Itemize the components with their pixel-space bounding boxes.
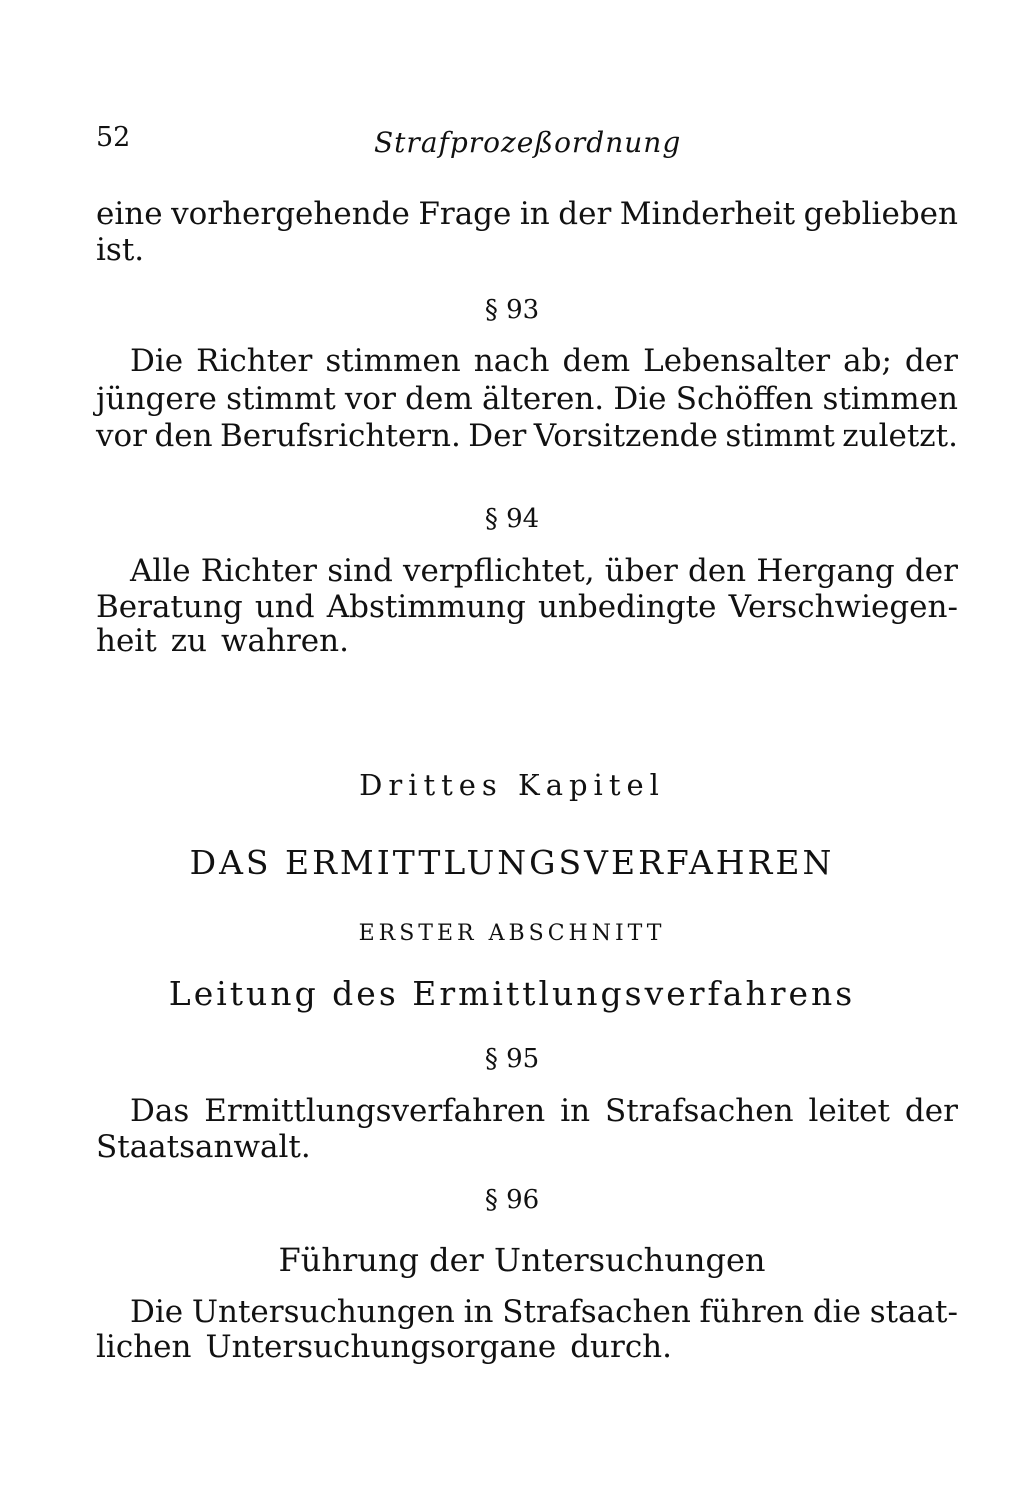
word: stimmt [226, 381, 336, 417]
word: stimmen [822, 381, 958, 417]
word: zu [170, 623, 207, 659]
word: Strafsachen [605, 1093, 794, 1129]
word: die [812, 1294, 861, 1330]
word: unbedingte [537, 589, 717, 625]
text-line [96, 589, 958, 625]
word: Die [130, 343, 184, 379]
text-line [96, 1329, 958, 1365]
word: vorhergehende [171, 196, 410, 232]
word: zuletzt. [842, 418, 958, 454]
word: Abstimmung [326, 589, 526, 625]
word: vor [344, 381, 396, 417]
word: Die [613, 381, 667, 417]
word: Beratung [96, 589, 243, 625]
word: Schöffen [675, 381, 814, 417]
chapter-label: Drittes Kapitel [359, 768, 665, 802]
word: in [560, 1093, 591, 1129]
word: Minderheit [619, 196, 796, 232]
word: den [154, 418, 213, 454]
word: Frage [418, 196, 512, 232]
word: der [904, 1093, 958, 1129]
section-label: ERSTER ABSCHNITT [358, 921, 666, 946]
word: Strafsachen [502, 1294, 691, 1330]
word: Hergang [756, 553, 895, 589]
text-line [130, 343, 958, 379]
paragraph-sign: § 96 [484, 1185, 540, 1215]
word: Verschwiegen- [728, 589, 958, 625]
text-line [130, 1093, 958, 1129]
word: Richter [196, 343, 313, 379]
word: Lebensalter [643, 343, 831, 379]
word: Richter [200, 553, 317, 589]
word: ab; [843, 343, 892, 379]
word: Vorsitzende [533, 418, 718, 454]
word: staat- [869, 1294, 958, 1330]
paragraph-sign: § 95 [484, 1044, 540, 1074]
paragraph-sign: § 94 [484, 504, 540, 534]
paragraph-subtitle: Führung der Untersuchungen [278, 1241, 766, 1279]
word: stimmen [325, 343, 461, 379]
word: wahren. [221, 623, 349, 659]
word: jüngere [96, 381, 217, 417]
text-line [96, 381, 958, 417]
word: führen [699, 1294, 805, 1330]
word: nach [473, 343, 550, 379]
word: sind [327, 553, 393, 589]
paragraph-sign: § 93 [484, 295, 540, 325]
word: Untersuchungsorgane [205, 1329, 557, 1365]
word: geblieben [803, 196, 958, 232]
word: vor [96, 418, 147, 454]
page-number: 52 [96, 122, 131, 153]
word: Untersuchungen [191, 1294, 455, 1330]
word: Berufsrichtern. [220, 418, 461, 454]
word: Ermittlungsverfahren [204, 1093, 546, 1129]
word: dem [562, 343, 631, 379]
word: dem [405, 381, 473, 417]
word: den [687, 553, 747, 589]
word: in [519, 196, 550, 232]
chapter-title: DAS ERMITTLUNGSVERFAHREN [189, 843, 835, 882]
word: eine [96, 196, 163, 232]
word: über [604, 553, 678, 589]
word: stimmt [725, 418, 835, 454]
text-line [96, 623, 958, 659]
word: und [254, 589, 315, 625]
word: Staatsanwalt. [96, 1129, 311, 1165]
word: durch. [570, 1329, 672, 1365]
word: der [904, 553, 958, 589]
word: der [904, 343, 958, 379]
word: in [463, 1294, 494, 1330]
text-line [96, 196, 958, 232]
word: leitet [808, 1093, 890, 1129]
word: Das [130, 1093, 190, 1129]
word: ist. [96, 232, 145, 268]
word: Alle [130, 553, 191, 589]
text-line [96, 232, 958, 268]
word: heit [96, 623, 157, 659]
text-line [96, 418, 958, 454]
text-line [130, 553, 958, 589]
word: verpflichtet, [403, 553, 595, 589]
word: Die [130, 1294, 184, 1330]
section-title: Leitung des Ermittlungsverfahrens [168, 974, 856, 1013]
word: Der [468, 418, 527, 454]
word: der [558, 196, 612, 232]
text-line [130, 1294, 958, 1330]
word: lichen [96, 1329, 192, 1365]
running-head: Strafprozeßordnung [374, 126, 682, 159]
word: älteren. [481, 381, 605, 417]
text-line [96, 1129, 958, 1165]
